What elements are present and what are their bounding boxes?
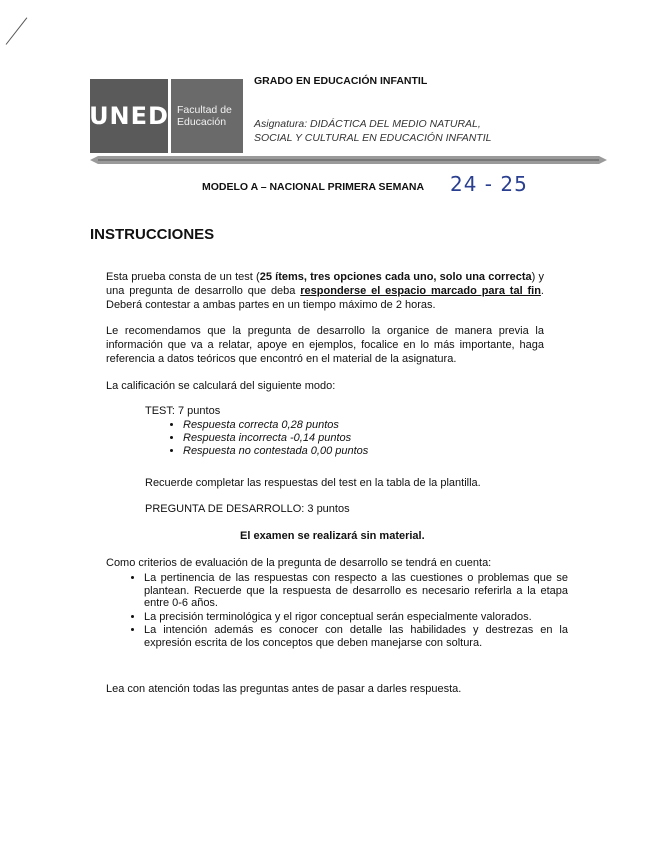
recommendation-paragraph: Le recomendamos que la pregunta de desarrollo la organice de manera previa la información que va a relatar, apoye en ejemplos, focalice en lo más importante, haga referencia a datos teóricos que encontró en el material de la asignatura.	[106, 325, 544, 365]
subject-name	[254, 117, 491, 145]
list-item: • Respuesta no contestada 0,00 puntos	[183, 445, 368, 458]
header-divider	[90, 156, 607, 164]
pen-mark	[6, 17, 28, 44]
test-scoring-list	[163, 419, 368, 458]
criteria-list	[121, 572, 568, 650]
subject-line-1: Asignatura: DIDÁCTICA DEL MEDIO NATURAL,	[254, 118, 481, 130]
uned-logo	[90, 79, 168, 153]
subject-line-2: SOCIAL Y CULTURAL EN EDUCACIÓN INFANTIL	[254, 132, 492, 144]
list-item: • Respuesta correcta 0,28 puntos	[183, 419, 368, 432]
list-item: • Respuesta incorrecta -0,14 puntos	[183, 432, 368, 445]
reminder-text: Recuerde completar las respuestas del test en la tabla de la plantilla.	[145, 477, 481, 489]
faculty-logo	[171, 79, 243, 153]
list-item: • La intención además es conocer con detalle las habilidades y destrezas en la expresión escrita de los conceptos que deben manejarse con soltura.	[144, 624, 568, 649]
list-item: • La precisión terminológica y el rigor conceptual serán especialmente valorados.	[144, 611, 568, 624]
criteria-intro: Como criterios de evaluación de la pregunta de desarrollo se tendrá en cuenta:	[106, 557, 492, 569]
test-score: TEST: 7 puntos	[145, 405, 221, 417]
logo-text: UNED	[89, 102, 169, 130]
faculty-text: Facultad de Educación	[177, 104, 232, 128]
handwritten-year: 24 - 25	[450, 172, 528, 196]
intro-paragraph: Esta prueba consta de un test (25 ítems, tres opciones cada uno, solo una correcta) y una pregunta de desarrollo que deba responderse el espacio marcado para tal fin. Deberá contestar a ambas partes en un tiempo máximo de 2 horas.	[106, 271, 544, 311]
list-item: • La pertinencia de las respuestas con respecto a las cuestiones o problemas que se plantean. Recuerde que la respuesta de desarrollo es necesario referirla a la etapa entre 0-6 años.	[144, 572, 568, 610]
degree-title: GRADO EN EDUCACIÓN INFANTIL	[254, 75, 428, 87]
instructions-heading: INSTRUCCIONES	[90, 226, 215, 243]
grading-intro: La calificación se calculará del siguiente modo:	[106, 380, 336, 392]
question-score: PREGUNTA DE DESARROLLO: 3 puntos	[145, 503, 350, 515]
closing-text: Lea con atención todas las preguntas antes de pasar a darles respuesta.	[106, 683, 462, 695]
exam-note: El examen se realizará sin material.	[240, 530, 425, 542]
exam-model: MODELO A – NACIONAL PRIMERA SEMANA	[202, 181, 425, 193]
